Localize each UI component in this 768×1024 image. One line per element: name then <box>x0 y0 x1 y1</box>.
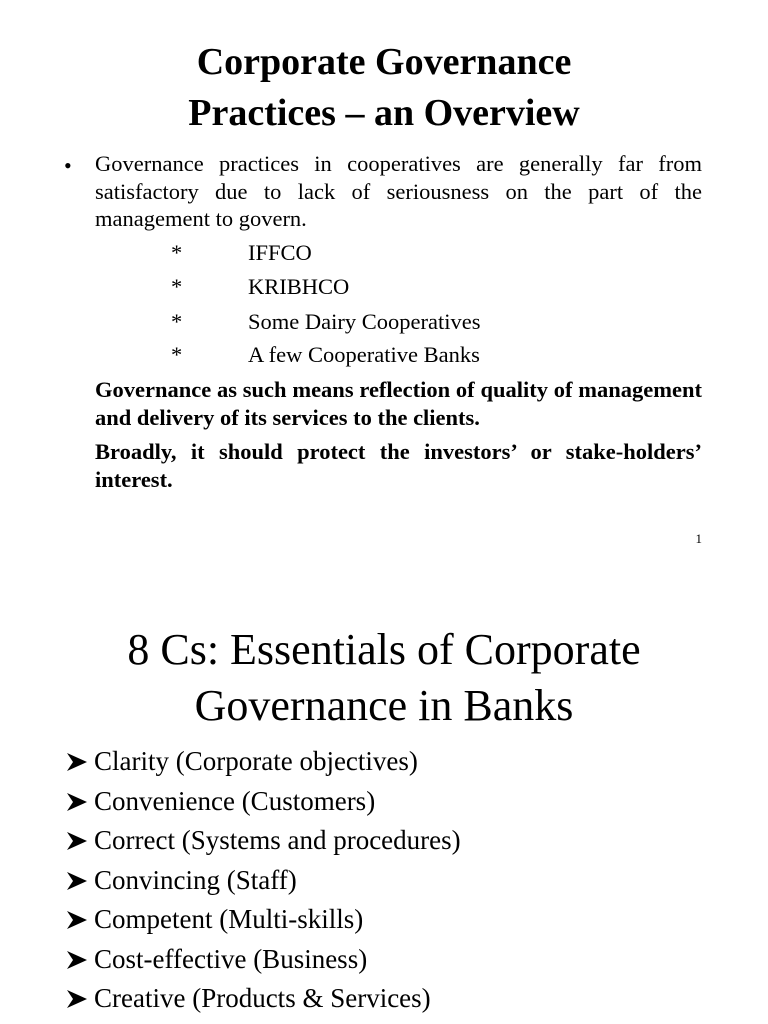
slide-title-line-2: Practices – an Overview <box>188 92 580 134</box>
example-item-label: A few Cooperative Banks <box>248 342 480 367</box>
arrow-bullet-icon <box>66 950 88 970</box>
list-item <box>66 743 746 779</box>
arrow-bullet-icon <box>66 989 88 1009</box>
list-item-label: Convincing (Staff) <box>94 865 297 895</box>
list-item-label: Creative (Products & Services) <box>94 983 431 1013</box>
list-item <box>66 941 746 977</box>
list-item-label: Clarity (Corporate objectives) <box>94 746 418 776</box>
arrow-bullet-icon <box>66 910 88 930</box>
example-item <box>0 307 768 337</box>
example-item-label: IFFCO <box>248 240 312 265</box>
arrow-bullet-icon <box>66 871 88 891</box>
example-item <box>0 340 768 370</box>
governance-paragraph: Governance practices in cooperatives are generally far from satisfactory due to lack of seriousness on the part of the management to govern. <box>95 151 702 231</box>
example-item-label: Some Dairy Cooperatives <box>248 309 481 334</box>
asterisk-bullet-icon: * <box>171 309 183 334</box>
list-item <box>66 822 746 858</box>
arrow-bullet-icon <box>66 792 88 812</box>
example-item-label: KRIBHCO <box>248 274 350 299</box>
slide-title-line-2: Governance in Banks <box>194 681 574 730</box>
list-item <box>66 783 746 819</box>
asterisk-bullet-icon: * <box>171 342 183 367</box>
list-item <box>66 862 746 898</box>
arrow-bullet-icon <box>66 831 88 851</box>
list-item-label: Correct (Systems and procedures) <box>94 825 461 855</box>
list-item <box>66 901 746 937</box>
list-item-label: Cost-effective (Business) <box>94 944 368 974</box>
slide-title-line-1: Corporate Governance <box>196 41 572 83</box>
slide-8-cs-essentials <box>0 570 768 1024</box>
example-item <box>0 272 768 302</box>
list-item-label: Convenience (Customers) <box>94 786 376 816</box>
arrow-bullet-icon <box>66 752 88 772</box>
governance-definition-paragraph: Governance as such means reflection of quality of management and delivery of its services to the clients. <box>95 377 702 430</box>
page-number: 1 <box>695 531 702 546</box>
slide-title-line-1: 8 Cs: Essentials of Corporate <box>127 625 641 674</box>
bullet-dot-icon: • <box>64 153 72 178</box>
example-item <box>0 238 768 268</box>
asterisk-bullet-icon: * <box>171 274 183 299</box>
investor-protection-paragraph: Broadly, it should protect the investors’ or stake-holders’ interest. <box>95 439 702 492</box>
list-item <box>66 980 746 1016</box>
asterisk-bullet-icon: * <box>171 240 183 265</box>
list-item-label: Competent (Multi-skills) <box>94 904 364 934</box>
